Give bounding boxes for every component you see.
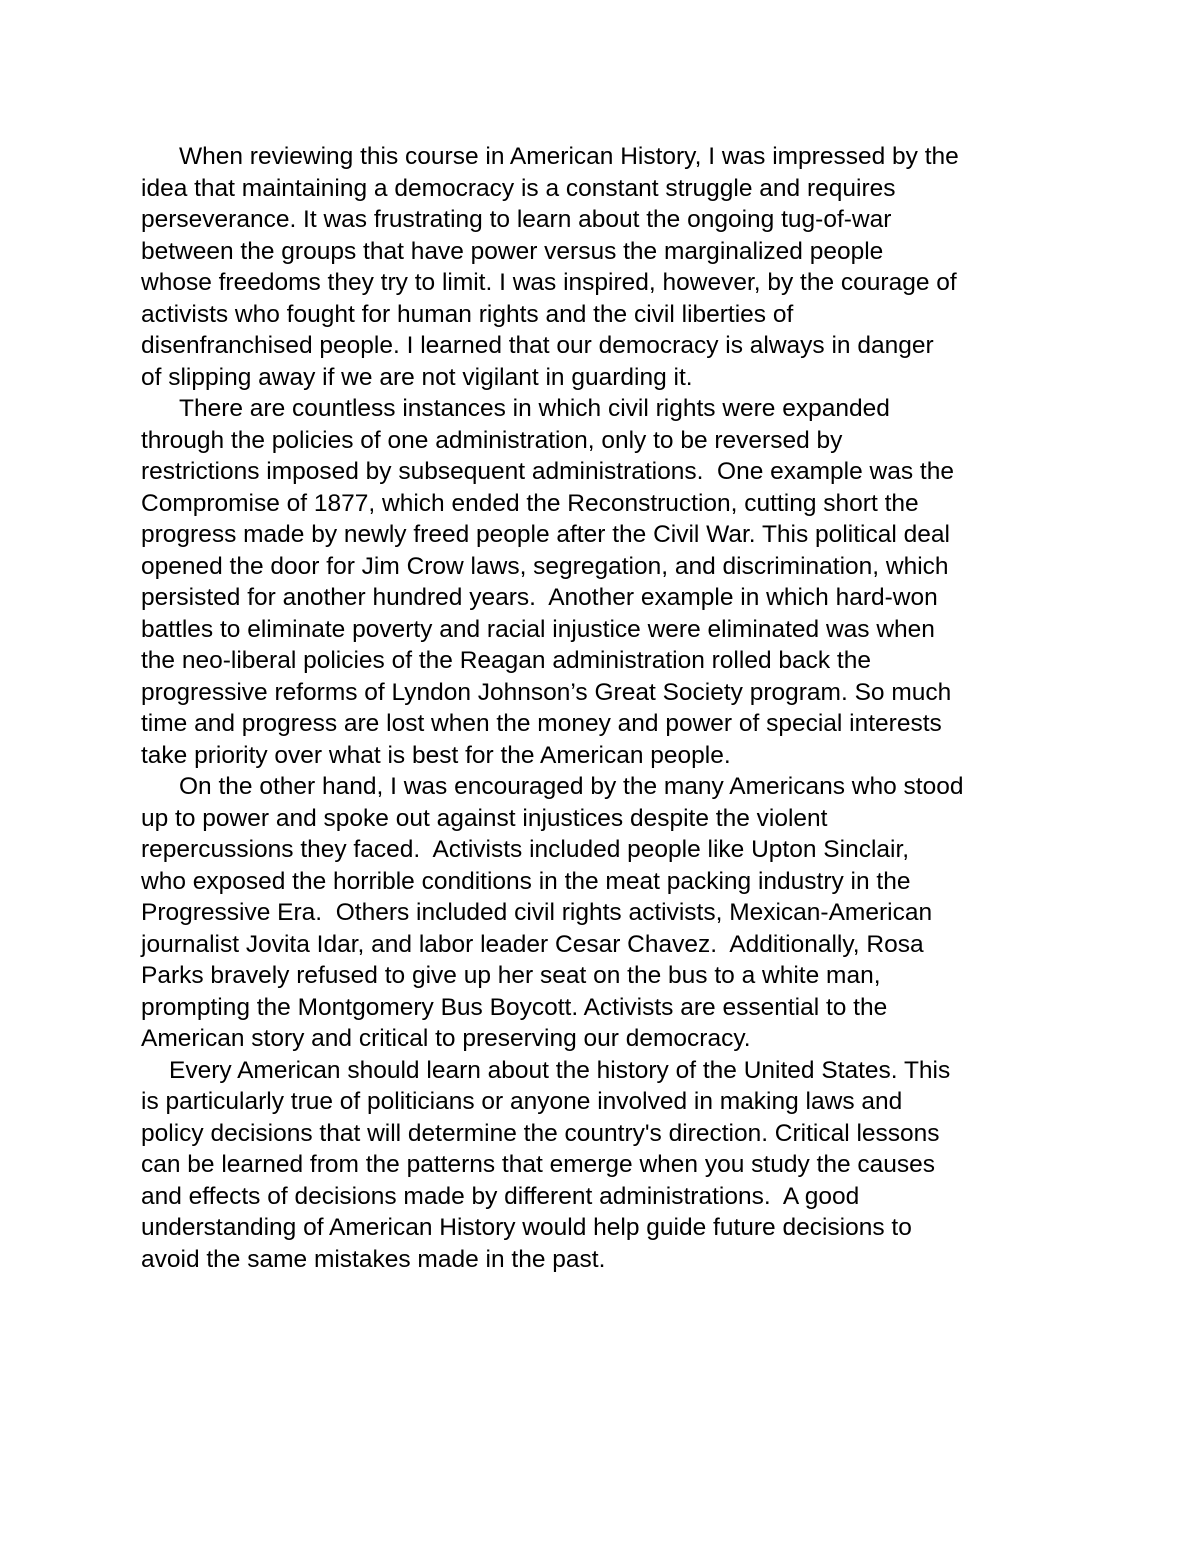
text-line: progress made by newly freed people after the Civil War. This political deal [141, 521, 950, 548]
text-line: activists who fought for human rights and the civil liberties of [141, 300, 794, 328]
text-line: avoid the same mistakes made in the past. [141, 1245, 606, 1273]
text-line: journalist Jovita Idar, and labor leader Cesar Chavez. Additionally, Rosa [141, 930, 924, 958]
paragraph-2 [141, 393, 1071, 771]
text-line: time and progress are lost when the money and power of special interests [141, 710, 942, 737]
text-line: On the other hand, I was encouraged by the many Americans who stood [179, 773, 964, 800]
text-line: persisted for another hundred years. Another example in which hard-won [141, 584, 938, 611]
text-line: take priority over what is best for the American people. [141, 741, 731, 769]
text-line: and effects of decisions made by different administrations. A good [141, 1182, 860, 1210]
text-line: of slipping away if we are not vigilant in guarding it. [141, 363, 693, 391]
text-line: Progressive Era. Others included civil rights activists, Mexican-American [141, 899, 933, 926]
text-line: idea that maintaining a democracy is a constant struggle and requires [141, 174, 896, 202]
essay-body [141, 141, 1071, 1275]
text-line: perseverance. It was frustrating to learn about the ongoing tug-of-war [141, 206, 892, 233]
text-line: Compromise of 1877, which ended the Reconstruction, cutting short the [141, 489, 919, 517]
text-line: through the policies of one administration, only to be reversed by [141, 426, 843, 454]
text-line: battles to eliminate poverty and racial injustice were eliminated was when [141, 615, 935, 643]
paragraph-1 [141, 141, 1071, 393]
text-line: whose freedoms they try to limit. I was inspired, however, by the courage of [141, 269, 957, 296]
text-line: can be learned from the patterns that emerge when you study the causes [141, 1151, 936, 1178]
text-line: restrictions imposed by subsequent administrations. One example was the [141, 458, 954, 485]
paragraph-3 [141, 771, 1071, 1055]
text-line: There are countless instances in which civil rights were expanded [179, 395, 890, 422]
text-line: prompting the Montgomery Bus Boycott. Activists are essential to the [141, 993, 888, 1021]
text-line: Every American should learn about the history of the United States. This [169, 1056, 951, 1084]
text-line: understanding of American History would help guide future decisions to [141, 1214, 912, 1241]
text-line: When reviewing this course in American History, I was impressed by the [179, 143, 959, 170]
text-line: opened the door for Jim Crow laws, segregation, and discrimination, which [141, 552, 949, 580]
text-line: who exposed the horrible conditions in the meat packing industry in the [141, 867, 911, 895]
text-line: American story and critical to preserving our democracy. [141, 1025, 751, 1052]
text-line: between the groups that have power versus the marginalized people [141, 237, 884, 265]
text-line: disenfranchised people. I learned that our democracy is always in danger [141, 332, 934, 359]
text-line: the neo-liberal policies of the Reagan administration rolled back the [141, 647, 871, 674]
text-line: progressive reforms of Lyndon Johnson’s Great Society program. So much [141, 678, 952, 706]
text-line: up to power and spoke out against injustices despite the violent [141, 804, 828, 832]
text-line: Parks bravely refused to give up her seat on the bus to a white man, [141, 962, 881, 989]
text-line: is particularly true of politicians or anyone involved in making laws and [141, 1088, 903, 1115]
paragraph-4 [141, 1055, 1071, 1276]
text-line: policy decisions that will determine the country's direction. Critical lessons [141, 1119, 940, 1147]
text-line: repercussions they faced. Activists included people like Upton Sinclair, [141, 836, 910, 863]
